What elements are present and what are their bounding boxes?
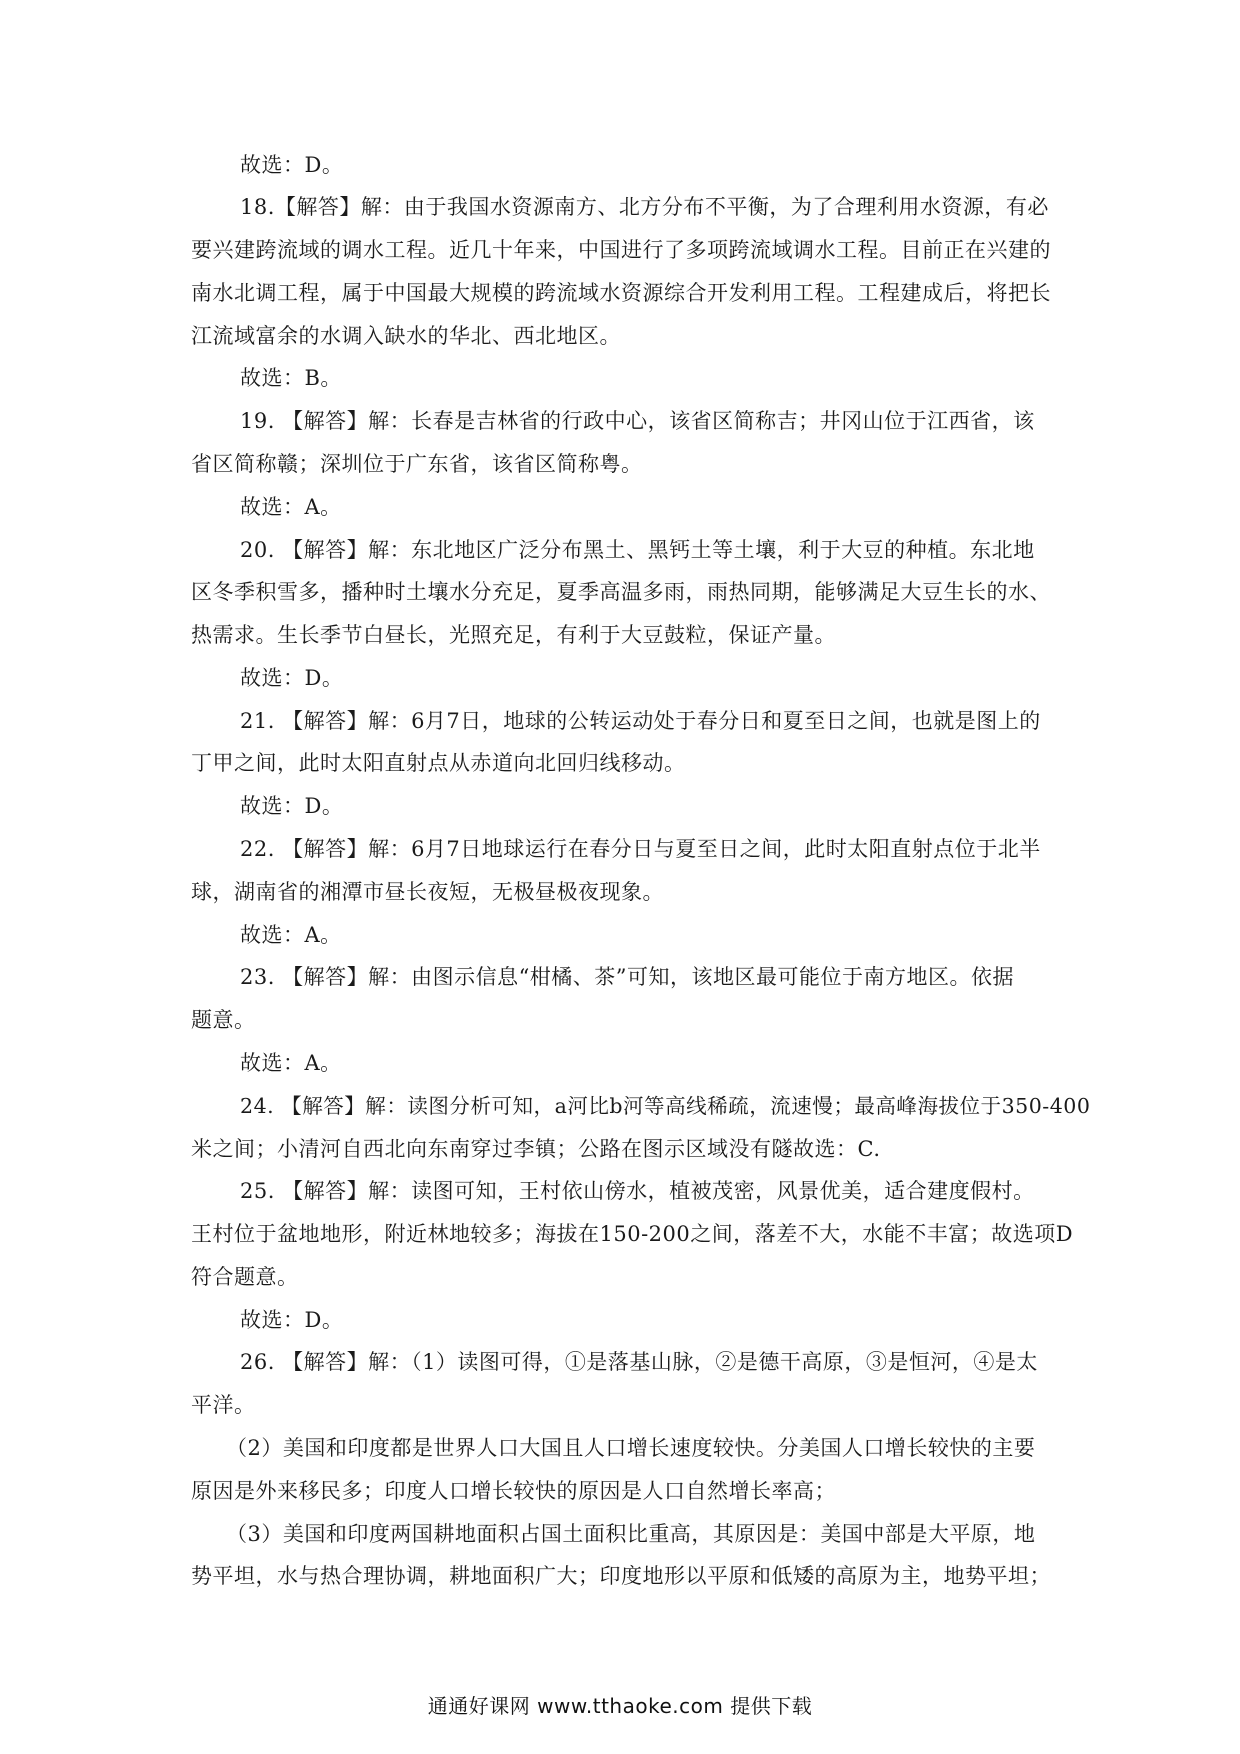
answer-23-line-1: 23. 【解答】解：由图示信息“柑橘、茶”可知，该地区最可能位于南方地区。依据 <box>240 965 1015 989</box>
answer-21-line-2: 丁甲之间，此时太阳直射点从赤道向北回归线移动。 <box>191 751 686 775</box>
answer-24-line-2: 米之间；小清河自西北向东南穿过李镇；公路在图示区域没有隧故选：C. <box>191 1137 881 1161</box>
answer-choice-19: 故选：A。 <box>240 495 342 519</box>
answer-22-line-1: 22. 【解答】解：6月7日地球运行在春分日与夏至日之间，此时太阳直射点位于北半 <box>240 837 1041 861</box>
answer-22-line-2: 球，湖南省的湘潭市昼长夜短，无极昼极夜现象。 <box>191 880 664 904</box>
answer-choice-21: 故选：D。 <box>240 794 344 818</box>
answer-19-line-1: 19. 【解答】解：长春是吉林省的行政中心，该省区简称吉；井冈山位于江西省，该 <box>240 409 1035 433</box>
answer-18-line-3: 南水北调工程，属于中国最大规模的跨流域水资源综合开发利用工程。工程建成后，将把长 <box>191 281 1051 305</box>
answer-24-line-1: 24. 【解答】解：读图分析可知，a河比b河等高线稀疏，流速慢；最高峰海拔位于350-400 <box>240 1094 1091 1118</box>
answer-choice-20: 故选：D。 <box>240 666 344 690</box>
answer-26-part3-line-2: 势平坦，水与热合理协调，耕地面积广大；印度地形以平原和低矮的高原为主，地势平坦； <box>191 1564 1051 1588</box>
answer-26-part3-line-1: （3）美国和印度两国耕地面积占国土面积比重高，其原因是：美国中部是大平原，地 <box>226 1522 1036 1546</box>
answer-19-line-2: 省区简称赣；深圳位于广东省，该省区简称粤。 <box>191 452 643 476</box>
page-footer: 通通好课网 www.tthaoke.com 提供下载 <box>427 1694 813 1718</box>
answer-26-part2-line-1: （2）美国和印度都是世界人口大国且人口增长速度较快。分美国人口增长较快的主要 <box>226 1436 1036 1460</box>
answer-26-line-1: 26. 【解答】解：（1）读图可得，①是落基山脉，②是德干高原，③是恒河，④是太 <box>240 1350 1038 1374</box>
answer-25-line-2: 王村位于盆地地形，附近林地较多；海拔在150-200之间，落差不大，水能不丰富；故选项D <box>191 1222 1074 1246</box>
answer-23-line-2: 题意。 <box>191 1008 256 1032</box>
answer-18-line-1: 18.【解答】解：由于我国水资源南方、北方分布不平衡，为了合理利用水资源，有必 <box>240 195 1049 219</box>
answer-20-line-2: 区冬季积雪多，播种时土壤水分充足，夏季高温多雨，雨热同期，能够满足大豆生长的水、 <box>191 580 1051 604</box>
answer-choice-22: 故选：A。 <box>240 923 342 947</box>
answer-25-line-3: 符合题意。 <box>191 1265 299 1289</box>
answer-20-line-3: 热需求。生长季节白昼长，光照充足，有利于大豆鼓粒，保证产量。 <box>191 623 836 647</box>
answer-26-line-2: 平洋。 <box>191 1393 256 1417</box>
answer-choice-18: 故选：B。 <box>240 366 342 390</box>
answer-choice-17: 故选：D。 <box>240 153 344 177</box>
answer-18-line-4: 江流域富余的水调入缺水的华北、西北地区。 <box>191 324 621 348</box>
answer-choice-23: 故选：A。 <box>240 1051 342 1075</box>
answer-20-line-1: 20. 【解答】解：东北地区广泛分布黑土、黑钙土等土壤，利于大豆的种植。东北地 <box>240 538 1035 562</box>
answer-25-line-1: 25. 【解答】解：读图可知，王村依山傍水，植被茂密，风景优美，适合建度假村。 <box>240 1179 1035 1203</box>
answer-18-line-2: 要兴建跨流域的调水工程。近几十年来，中国进行了多项跨流域调水工程。目前正在兴建的 <box>191 238 1051 262</box>
answer-choice-25: 故选：D。 <box>240 1308 344 1332</box>
answer-21-line-1: 21. 【解答】解：6月7日，地球的公转运动处于春分日和夏至日之间，也就是图上的 <box>240 709 1041 733</box>
answer-26-part2-line-2: 原因是外来移民多；印度人口增长较快的原因是人口自然增长率高； <box>191 1479 836 1503</box>
